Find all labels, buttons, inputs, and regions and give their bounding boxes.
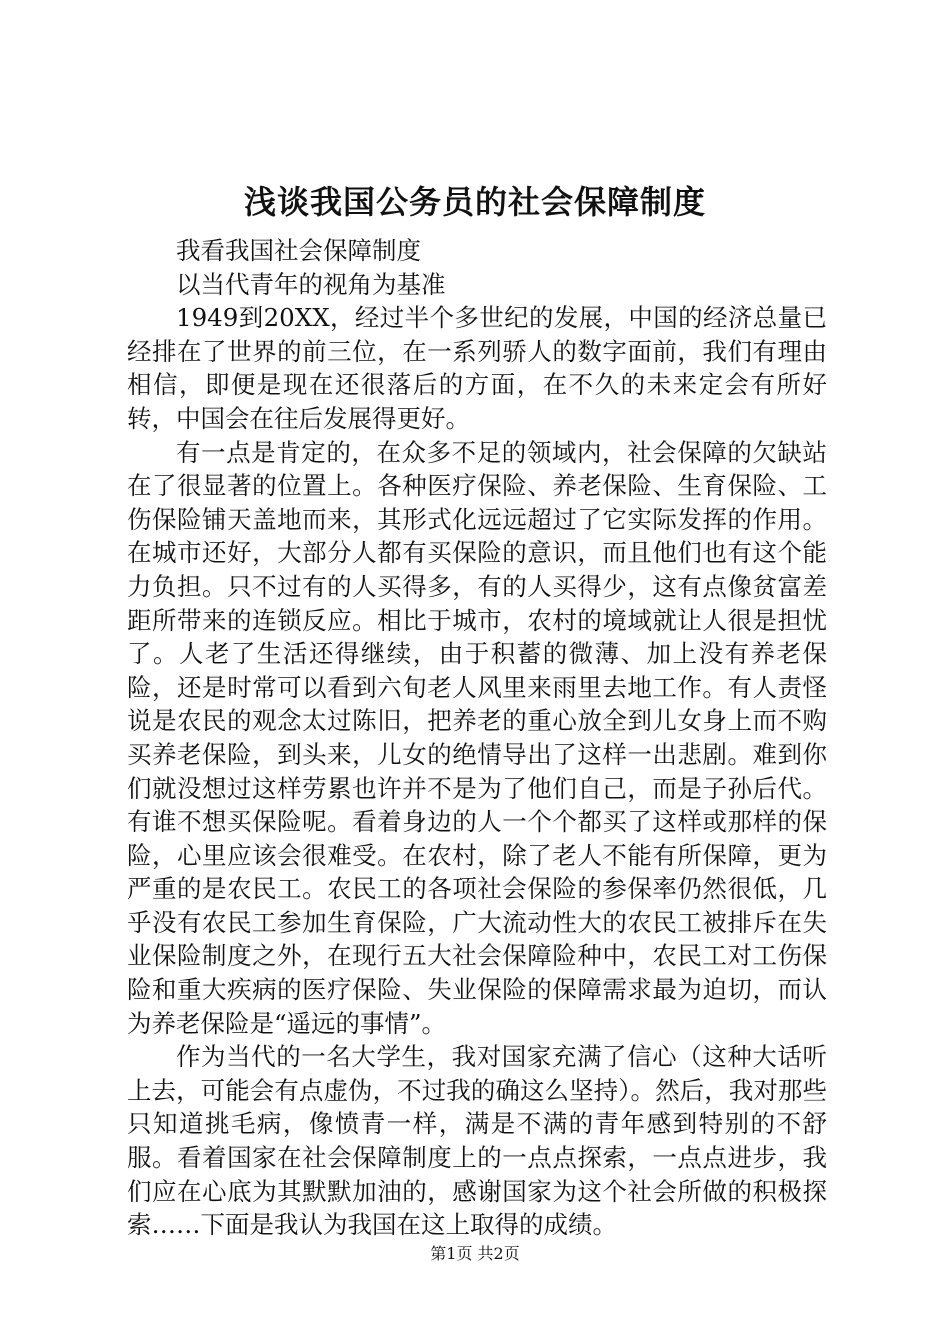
paragraph-subtitle-2: 以当代青年的视角为基准: [176, 269, 446, 299]
document-title: 浅谈我国公务员的社会保障制度: [243, 183, 706, 221]
page-number-footer: 第1页 共2页: [430, 1244, 520, 1263]
paragraph-conclusion: 作为当代的一名大学生，我对国家充满了信心（这种大话听上去，可能会有点虚伪，不过我的确这么坚持）。然后，我对那些只知道挑毛病，像愤青一样，满是不满的青年感到特别的不舒服。看着国家在社会保障制度上的一点点探索，一点点进步，我们应在心底为其默默加油的，感谢国家为这个社会所做的积极探索……下面是我认为我国在这上取得的成绩。: [127, 1042, 827, 1240]
paragraph-subtitle-1: 我看我国社会保障制度: [176, 236, 421, 265]
paragraph-main: 有一点是肯定的，在众多不足的领域内，社会保障的欠缺站在了很显著的位置上。各种医疗保险、养老保险、生育保险、工伤保险铺天盖地而来，其形式化远远超过了它实际发挥的作用。在城市还好，大部分人都有买保险的意识，而且他们也有这个能力负担。只不过有的人买得多，有的人买得少，这有点像贫富差距所带来的连锁反应。相比于城市，农村的境域就让人很是担忧了。人老了生活还得继续，由于积蓄的微薄、加上没有养老保险，还是时常可以看到六旬老人风里来雨里去地工作。有人责怪说是农民的观念太过陈旧，把养老的重心放全到儿女身上而不购买养老保险，到头来，儿女的绝情导出了这样一出悲剧。难到你们就没想过这样劳累也许并不是为了他们自己，而是子孙后代。有谁不想买保险呢。看着身边的人一个个都买了这样或那样的保险，心里应该会很难受。在农村，除了老人不能有所保障，更为严重的是农民工。农民工的各项社会保险的参保率仍然很低，几乎没有农民工参加生育保险，广大流动性大的农民工被排斥在失业保险制度之外，在现行五大社会保障险种中，农民工对工伤保险和重大疾病的医疗保险、失业保险的保障需求最为迫切，而认为养老保险是“遥远的事情”。: [127, 437, 827, 1038]
paragraph-intro: 1949到20XX，经过半个多世纪的发展，中国的经济总量已经排在了世界的前三位，在一系列骄人的数字面前，我们有理由相信，即便是现在还很落后的方面，在不久的未来定会有所好转，中国会在往后发展得更好。: [127, 303, 827, 433]
document-body: [127, 234, 827, 1242]
